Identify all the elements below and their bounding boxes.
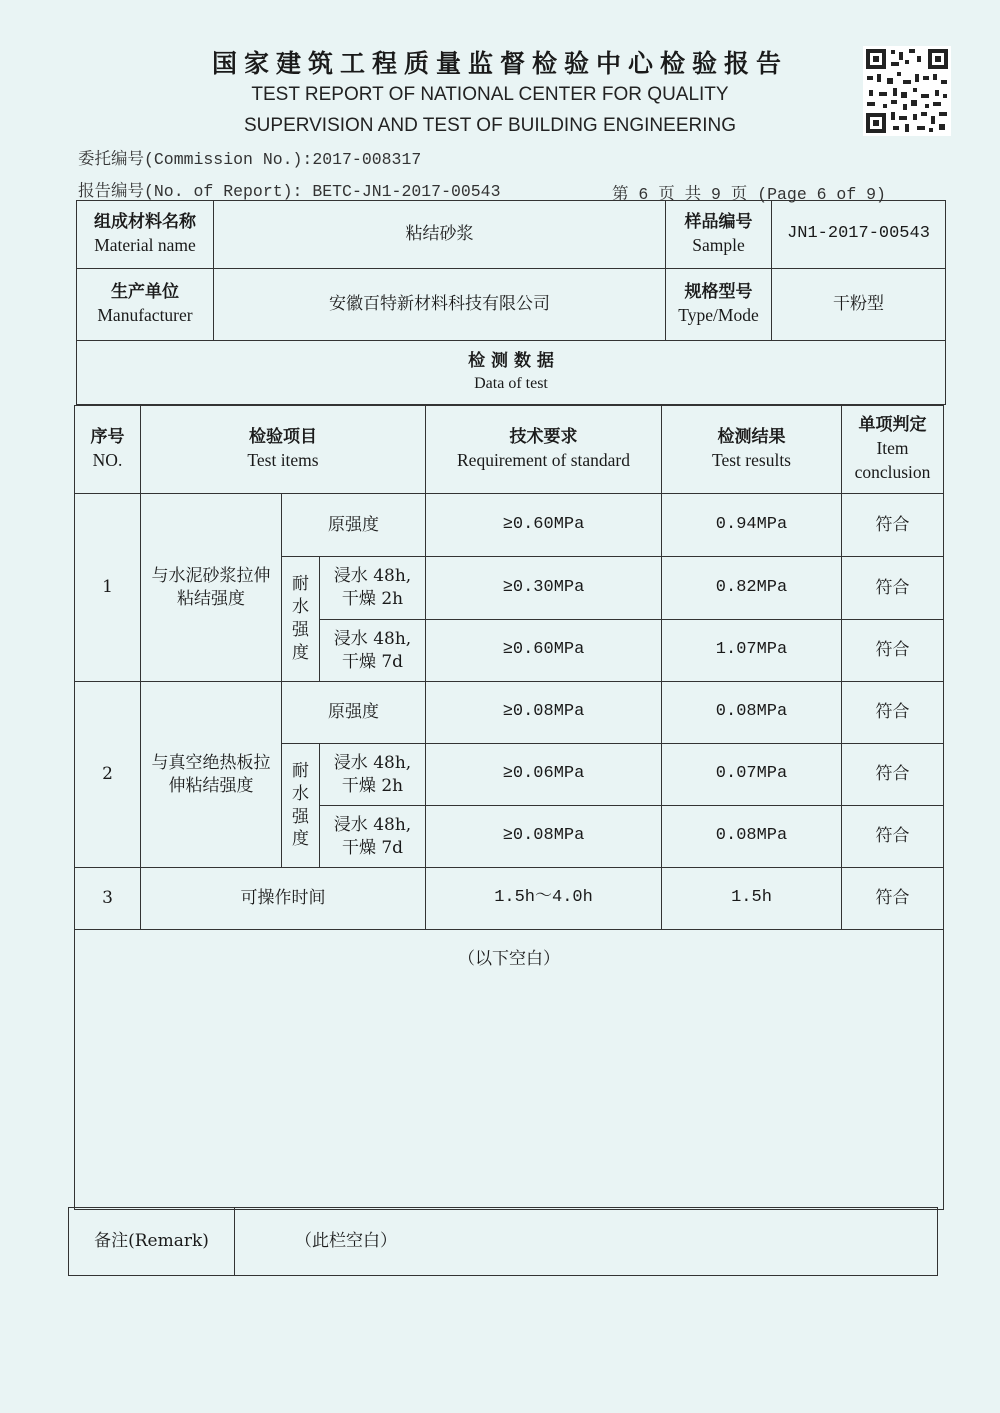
conclusion-cell: 符合 [842, 620, 944, 682]
requirement-cell: ≥0.06MPa [426, 744, 662, 806]
sub-item-name: 原强度 [282, 682, 426, 744]
conclusion-cell: 符合 [842, 682, 944, 744]
result-cell: 0.08MPa [662, 806, 842, 868]
col-no-header: 序号 NO. [75, 406, 141, 494]
type-value: 干粉型 [772, 269, 946, 341]
qr-code-icon [863, 46, 951, 136]
row-item: 可操作时间 [141, 868, 426, 930]
requirement-cell: ≥0.08MPa [426, 682, 662, 744]
remark-table [68, 1207, 938, 1276]
material-value: 粘结砂浆 [214, 201, 666, 269]
sub-item-name: 浸水 48h, 干燥 7d [320, 806, 426, 868]
page-info: 第 6 页 共 9 页 (Page 6 of 9) [612, 185, 886, 204]
col-conclusion-header: 单项判定 Item conclusion [842, 406, 944, 494]
remark-label: 备注(Remark) [69, 1208, 235, 1276]
result-cell: 0.82MPa [662, 557, 842, 620]
result-cell: 1.5h [662, 868, 842, 930]
report-title-en-line2: SUPERVISION AND TEST OF BUILDING ENGINEERING [244, 115, 736, 136]
requirement-cell: ≥0.60MPa [426, 620, 662, 682]
result-cell: 0.08MPa [662, 682, 842, 744]
manufacturer-value: 安徽百特新材料科技有限公司 [214, 269, 666, 341]
conclusion-cell: 符合 [842, 494, 944, 557]
material-label: 组成材料名称 Material name [77, 201, 214, 269]
manufacturer-label: 生产单位 Manufacturer [77, 269, 214, 341]
result-cell: 1.07MPa [662, 620, 842, 682]
requirement-cell: ≥0.60MPa [426, 494, 662, 557]
data-section-title: 检 测 数 据 Data of test [77, 341, 946, 405]
table-header-row [75, 406, 944, 494]
report-title-en-line1: TEST REPORT OF NATIONAL CENTER FOR QUALITY [251, 84, 729, 105]
report-number: 报告编号(No. of Report): BETC-JN1-2017-00543 [78, 182, 501, 201]
row-no: 2 [75, 682, 141, 868]
blank-area [75, 930, 944, 1210]
col-requirement-header: 技术要求 Requirement of standard [426, 406, 662, 494]
col-item-header: 检验项目 Test items [141, 406, 426, 494]
commission-number: 委托编号(Commission No.):2017-008317 [78, 150, 422, 169]
requirement-cell: ≥0.08MPa [426, 806, 662, 868]
sample-label: 样品编号 Sample [666, 201, 772, 269]
test-data-table [74, 405, 944, 1210]
col-result-header: 检测结果 Test results [662, 406, 842, 494]
water-resistance-group: 耐水强度 [282, 744, 320, 868]
row-item: 与水泥砂浆拉伸粘结强度 [141, 494, 282, 682]
material-info-table [76, 200, 946, 405]
report-title-cn: 国家建筑工程质量监督检验中心检验报告 [211, 49, 788, 78]
water-resistance-group: 耐水强度 [282, 557, 320, 682]
row-no: 1 [75, 494, 141, 682]
conclusion-cell: 符合 [842, 868, 944, 930]
requirement-cell: 1.5h～4.0h [426, 868, 662, 930]
sub-item-name: 浸水 48h, 干燥 7d [320, 620, 426, 682]
sub-item-name: 浸水 48h, 干燥 2h [320, 557, 426, 620]
conclusion-cell: 符合 [842, 744, 944, 806]
conclusion-cell: 符合 [842, 806, 944, 868]
sub-item-name: 原强度 [282, 494, 426, 557]
table-row [75, 868, 944, 930]
table-row [75, 494, 944, 557]
sub-item-name: 浸水 48h, 干燥 2h [320, 744, 426, 806]
conclusion-cell: 符合 [842, 557, 944, 620]
sample-value: JN1-2017-00543 [772, 201, 946, 269]
row-no: 3 [75, 868, 141, 930]
table-row [75, 682, 944, 744]
row-item: 与真空绝热板拉伸粘结强度 [141, 682, 282, 868]
result-cell: 0.94MPa [662, 494, 842, 557]
remark-value: （此栏空白） [235, 1208, 938, 1276]
type-label: 规格型号 Type/Mode [666, 269, 772, 341]
blank-note: （以下空白） [75, 930, 944, 1210]
requirement-cell: ≥0.30MPa [426, 557, 662, 620]
result-cell: 0.07MPa [662, 744, 842, 806]
